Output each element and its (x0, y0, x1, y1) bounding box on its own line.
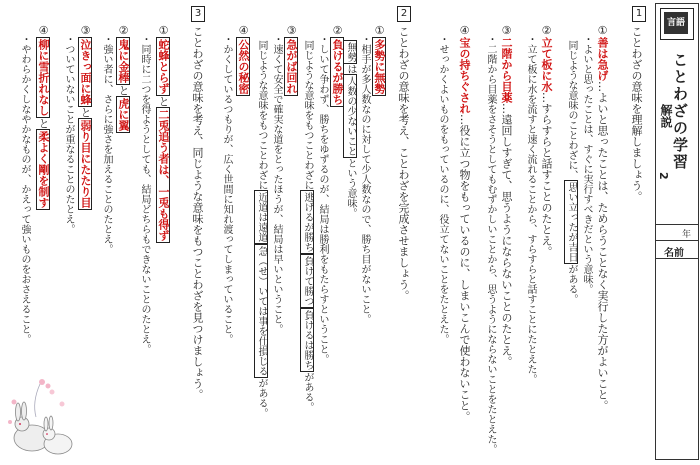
divider (656, 240, 698, 241)
s1-item-4-note-1: ・せっかくよいものをもっているのに、役立てないことをたとえた。 (437, 34, 448, 344)
worksheet-sidebar (655, 3, 699, 460)
worksheet-title: ことわざの学習 (671, 52, 689, 171)
s2-item-2-note-1: ・しいて争わず、勝ちをゆずるのが、結局は勝利をもたらすということ。 (317, 34, 328, 364)
connector: と (79, 107, 92, 118)
meaning: …すらすらと話すことのたとえ。 (540, 92, 553, 257)
meaning: …遠回しすぎて、思うようにならないことのたとえ。 (500, 103, 513, 367)
s2-item-3-note-1: ・速くて安全で確実な道をとったほうが、結局は早いということ。 (271, 34, 282, 334)
s3-item-4-note-1: ・やわらかくしなやかなものが、かえって強いものをおさえること。 (19, 34, 30, 344)
s2-item-1-note-2 (343, 40, 357, 218)
logo-text: 言語 (664, 12, 688, 34)
answer-proverb: 二兎追う者は、一兎も得ず (157, 109, 170, 241)
s1-item-1-note-2 (564, 40, 578, 304)
s1-item-2-note-1: ・立て板に水を流すと速く流れることから、すらすらと話すことにたとえた。 (525, 34, 536, 384)
s2-item-4-note-1: ・かくしているつもりが、広く世間に知れ渡ってしまっていること。 (221, 34, 232, 344)
answer-proverb: 泣きっ面に蜂 (79, 39, 92, 105)
answer-proverb: 負けるが勝ち (331, 39, 344, 105)
note-text: がある。 (302, 372, 313, 412)
section-3-number: 3 (191, 6, 205, 22)
note-text: 同じような意味をもつことわざに (302, 40, 313, 190)
meaning: …よいと思ったことは、ためらうことなく実行した方がよいこと。 (596, 81, 609, 411)
item-number: ② (117, 24, 130, 37)
boxed-proverb: 思い立ったが吉日 (566, 182, 577, 262)
item-number: ① (157, 24, 170, 37)
s3-item-1-note-1: ・同時に二つを得ようとしても、結局どちらもできないことのたとえ。 (139, 34, 150, 354)
proverb: 善は急げ (596, 37, 609, 81)
name-label: 名前 (664, 248, 684, 259)
s2-item-3-note-2 (254, 40, 268, 418)
s3-item-3 (78, 24, 92, 210)
year-label: 年 (682, 230, 692, 240)
s1-item-4 (458, 24, 470, 422)
section-2-lead: ことわざの意味を考え、ことわざを完成させましょう。 (397, 26, 410, 301)
s1-item-3 (500, 24, 512, 367)
item-number: ③ (79, 24, 92, 37)
item-number: ② (331, 24, 344, 37)
item-number: ① (373, 24, 386, 37)
s3-item-1 (156, 24, 170, 243)
s2-item-3 (284, 24, 298, 96)
answer-proverb: 柳に雪折れなし (37, 39, 50, 116)
section-1-number: 1 (632, 6, 646, 22)
boxed-proverb: 急（せ）いては事を仕損じる (256, 246, 267, 376)
item-number: ④ (37, 24, 50, 37)
divider (656, 224, 698, 225)
s3-item-3-note-1: ・ついていないことが重なることのたとえ。 (63, 34, 74, 234)
note-text: 同じような意味のことわざに、 (566, 40, 577, 180)
connector: と (157, 96, 170, 107)
answer-proverb: 蛇蜂とらず (157, 39, 170, 94)
worksheet-number: 2 (657, 172, 670, 180)
meaning: …役に立つ物をもっているのに、しまいこんで使わないこと。 (458, 114, 471, 422)
answer-proverb: 弱り目にたたり目 (79, 120, 92, 208)
answer-proverb: 多勢に無勢 (373, 39, 386, 94)
boxed-proverb: 逃げるが勝ち (302, 192, 313, 252)
answer-proverb: 虎に翼 (117, 98, 130, 131)
boxed-proverb: 負けて勝つ (302, 256, 313, 306)
connector: と (117, 85, 130, 96)
s1-item-1 (596, 24, 608, 411)
answer-proverb: 公然の秘密 (237, 39, 250, 94)
answer-proverb: 柔よく剛を制す (37, 131, 50, 208)
answer-proverb: 鬼に金棒 (117, 39, 130, 83)
boxed-proverb: 負けるは勝ち (302, 310, 313, 370)
note-text: がある。 (256, 378, 267, 418)
s2-item-1-note-1: ・相手が多人数なのに対して少人数なので、勝ち目がないこと。 (359, 34, 370, 324)
answers-label: 解説 (659, 104, 673, 128)
item-number: ② (540, 24, 553, 37)
note-text: がある。 (566, 264, 577, 304)
s3-item-4 (36, 24, 50, 210)
proverb: 二階から目薬 (500, 37, 513, 103)
item-number: ④ (458, 24, 471, 37)
s1-item-1-note-1: ・よいと思ったことは、すぐに実行すべきだという意味。 (581, 34, 592, 294)
boxed-proverb: 近道は遠道 (256, 192, 267, 242)
item-number: ① (596, 24, 609, 37)
boxed-term: 人数の少ないこと (345, 76, 356, 156)
subject-logo (660, 8, 694, 40)
item-number: ③ (500, 24, 513, 37)
item-number: ③ (285, 24, 298, 37)
item-number: ④ (237, 24, 250, 37)
connector: と (37, 118, 50, 129)
s2-item-2 (330, 24, 344, 107)
rabbits-illustration (2, 372, 80, 460)
note-text: は (345, 64, 356, 74)
answer-proverb: 急がば回れ (285, 39, 298, 94)
rabbit-icon (43, 416, 72, 454)
worksheet-subtitle (657, 172, 670, 180)
s3-item-2 (116, 24, 130, 133)
s2-item-2-note-2 (300, 40, 314, 412)
section-3-lead: ことわざの意味を考え、同じような意味をもつことわざを見つけましょう。 (191, 26, 204, 400)
s1-item-3-note-1: ・二階から目薬をさそうとしてもむずかしいことから、思うようにならないことをたとえた。 (485, 34, 496, 454)
note-text: という意味。 (345, 158, 356, 218)
boxed-term: 無勢 (345, 42, 356, 62)
divider (656, 258, 698, 259)
s1-item-2 (540, 24, 552, 257)
proverb: 宝の持ちぐされ (458, 37, 471, 114)
section-1-lead: ことわざの意味を理解しましょう。 (630, 26, 643, 202)
section-2-number: 2 (397, 6, 411, 22)
note-text: 同じような意味をもつことわざに (256, 40, 267, 190)
proverb: 立て板に水 (540, 37, 553, 92)
s2-item-1 (372, 24, 386, 96)
s3-item-2-note-1: ・強い者に、さらに強さを加えることのたとえ。 (101, 34, 112, 254)
s2-item-4 (236, 24, 250, 96)
